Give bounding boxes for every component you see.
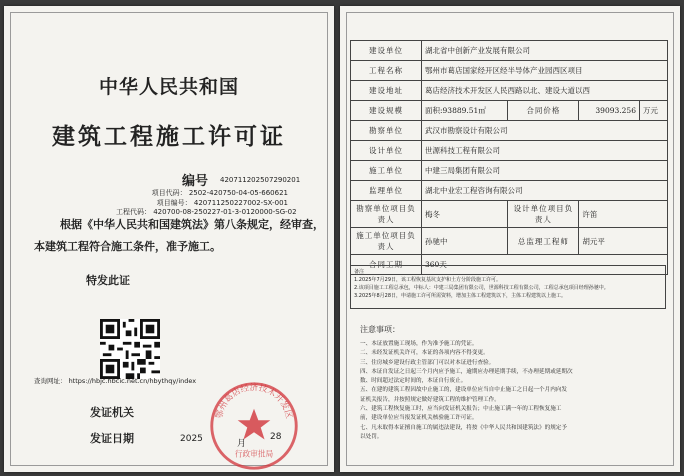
- row-value: 39093.256: [579, 101, 640, 121]
- number-label: 编号: [182, 174, 209, 189]
- row-label: 施工单位项目负责人: [351, 228, 422, 255]
- issue-year: 2025: [180, 434, 203, 444]
- issue-day: 28: [270, 432, 282, 442]
- special-issue-text: 特发此证: [86, 274, 130, 287]
- row-label: 建设地址: [351, 81, 422, 101]
- table-row: [351, 81, 668, 101]
- table-row: [351, 181, 668, 201]
- row-value: 湖北中业宏工程咨询有限公司: [422, 181, 668, 201]
- row-label: 设计单位项目负责人: [508, 201, 579, 228]
- row-value: 世源科技工程有限公司: [422, 141, 668, 161]
- row-label: 建设单位: [351, 41, 422, 61]
- remarks-label: 备注: [354, 269, 365, 275]
- certificate-number: 420711202507290201: [220, 176, 301, 184]
- row-value: 湖北省中创新产业发展有限公司: [422, 41, 668, 61]
- row-label: 合同价格: [508, 101, 579, 121]
- certificate-front: [4, 6, 334, 472]
- project-info-table: [350, 40, 668, 275]
- certificate-title: 建筑工程施工许可证: [52, 123, 286, 150]
- note-item: 前，建设单位应当报发证机关核验施工许可证。: [360, 415, 478, 422]
- project-number: 项目编号： 420711250227002-SX-001: [156, 198, 288, 207]
- note-item: 四、本证自发证之日起三个月内应予施工，逾期应办理延期手续，不办理延期或延期次: [360, 368, 573, 375]
- note-item: 五、在建的建筑工程因故中止施工的，建设单位应当自中止施工之日起一个月内向发: [360, 387, 567, 394]
- row-label: 工程名称: [351, 61, 422, 81]
- note-item: 一、本证放置施工现场，作为准予施工的凭证。: [360, 341, 478, 347]
- issue-date-label: 发证日期: [90, 432, 134, 445]
- row-value: 孙驰中: [422, 228, 508, 255]
- row-value: 许笛: [579, 201, 668, 228]
- row-value: 万元: [639, 101, 667, 121]
- notes-list: [360, 340, 662, 442]
- issue-month: 月: [237, 439, 247, 449]
- table-row: [351, 201, 668, 228]
- country-title: 中华人民共和国: [98, 76, 239, 98]
- row-label: 施工单位: [351, 161, 422, 181]
- note-item: 证机关报告，并按照规定做好建筑工程的维护管理工作。: [360, 396, 500, 403]
- remarks-box: [350, 265, 666, 309]
- note-item: 七、凡未取得本证擅自施工的属违法建设，将按《中华人民共和国建筑法》的规定予: [360, 424, 567, 431]
- certificate-details: [340, 6, 680, 472]
- row-value: 胡元平: [579, 228, 668, 255]
- row-value: 360天: [422, 255, 668, 275]
- note-item: 三、住房城乡建设行政主管部门可以对本证进行查验。: [360, 359, 495, 366]
- row-value: 武汉市勘察设计有限公司: [422, 121, 668, 141]
- row-value: 中建三局集团有限公司: [422, 161, 668, 181]
- seal-text: 鄂州葛店经济技术开发区: [214, 383, 294, 420]
- seal-bottom-text: 行政审批局: [234, 449, 274, 459]
- row-value: 梅冬: [422, 201, 508, 228]
- row-label: 建设规模: [351, 101, 422, 121]
- official-seal-icon: [206, 378, 302, 472]
- table-row: [351, 141, 668, 161]
- row-label: 合同工期: [351, 255, 422, 275]
- row-label: 监理单位: [351, 181, 422, 201]
- query-url: 查询网址： https://hbjc.hbcic.net.cn/hbythqy/index: [34, 377, 197, 385]
- table-row: [351, 161, 668, 181]
- body-text-line2: 本建筑工程符合施工条件，准予施工。: [34, 240, 221, 253]
- note-item: 以处罚。: [360, 433, 383, 440]
- row-value: 面积:93889.51㎡: [422, 101, 508, 121]
- table-row: [351, 41, 668, 61]
- table-row: [351, 101, 668, 121]
- table-row: [351, 61, 668, 81]
- note-item: 六、建筑工程恢复施工时，应当向发证机关报告；中止施工满一年的工程恢复施工: [360, 406, 562, 413]
- row-label: 勘察单位项目负责人: [351, 201, 422, 228]
- row-value: 葛店经济技术开发区人民西路以北、建设大道以西: [422, 81, 668, 101]
- table-row: [351, 228, 668, 255]
- table-row: [351, 121, 668, 141]
- project-codes: [116, 189, 297, 218]
- body-text-line1: 根据《中华人民共和国建筑法》第八条规定，经审查，: [60, 218, 324, 231]
- remark-item: 1.2025年7月29日，该工程恢复基坑支护和土方分阶段施工许可。: [354, 277, 502, 283]
- issuer-label: 发证机关: [90, 406, 134, 419]
- note-item: 二、未经发证机关许可，本证的各项内容不得变更。: [360, 350, 489, 357]
- remark-item: 3.2025年8月28日，申请施工许可所需资料，增加主体工程建筑以下，主体工程建筑以上施工。: [354, 293, 567, 299]
- row-label: 总监理工程师: [508, 228, 579, 255]
- row-label: 勘察单位: [351, 121, 422, 141]
- remark-item: 2.该项目施工工程总承包，中标人：中建三局集团有限公司，世源科技工程有限公司，工程总承包项目经理孙驰中。: [354, 285, 609, 291]
- project-number-extra: 工程代码： 420700-08-250227-01-3-0120000-SG-02: [116, 208, 297, 216]
- row-label: 设计单位: [351, 141, 422, 161]
- qr-code-icon[interactable]: [100, 319, 160, 379]
- project-code: 项目代码： 2502-420750-04-05-660621: [151, 189, 288, 197]
- notes-title: 注意事项：: [360, 325, 400, 334]
- note-item: 数、时间超过法定时间的，本证自行废止。: [360, 378, 467, 385]
- row-value: 鄂州市葛店国家经开区经半导体产业园西区项目: [422, 61, 668, 81]
